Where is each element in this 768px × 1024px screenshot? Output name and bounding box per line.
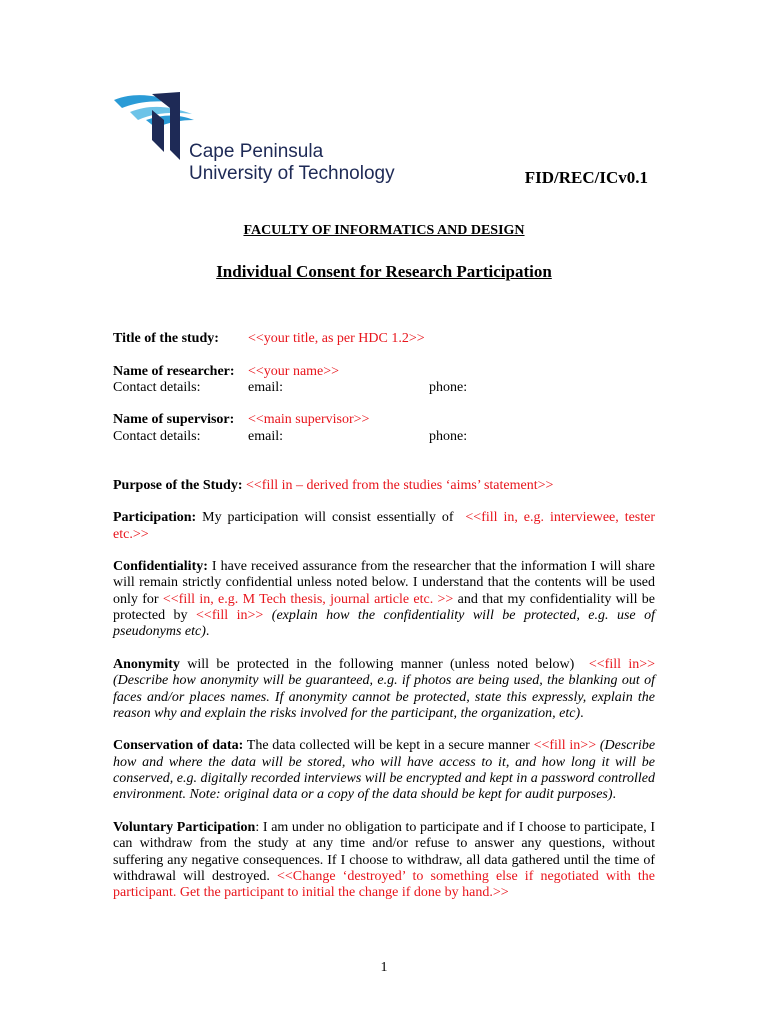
supervisor-contact-row — [113, 429, 655, 445]
researcher-contact-row — [113, 380, 655, 396]
study-title-value: <<your title, as per HDC 1.2>> — [248, 331, 425, 346]
confidentiality-label: Confidentiality: — [113, 559, 208, 575]
participation-label: Participation: — [113, 510, 197, 526]
confidentiality-note: (explain how the confidentiality will be protected, e.g. use of pseudonyms etc) — [113, 608, 656, 640]
logo-text-line2: University of Technology — [189, 163, 395, 184]
anonymity-paragraph: Anonymity will be protected in the following manner (unless noted below) <<fill in>> (Describe how anonymity will be guaranteed, e.g. if photos are being used, the blanking out of faces and/or places names. If anonymity cannot be protected, state this expressly, explain the reason why and explain the risks involved for the participant, the organization, etc). — [113, 656, 655, 721]
confidentiality-text2: and that my confidentiality will be protected by — [113, 591, 656, 624]
anonymity-label: Anonymity — [113, 656, 180, 672]
conservation-text: The data collected will be kept in a secure manner — [246, 738, 530, 754]
conservation-paragraph: Conservation of data: The data collected will be kept in a secure manner <<fill in>> (Describe how and where the data will be stored, who will have access to it, and how long it will be conserved, e.g. digitally recorded interviews will be encrypted and kept in a password controlled environment. Note: original data or a copy of the data should be kept for audit purposes). — [113, 738, 656, 803]
contact-label: Contact details: — [113, 379, 201, 395]
study-title-row — [113, 331, 655, 347]
logo-text-line1: Cape Peninsula — [189, 141, 324, 162]
anonymity-note: (Describe how anonymity will be guaranteed, e.g. if photos are being used, the blanking out of faces and/or places names. If anonymity cannot be protected, state this expressly, explain the reason why and explain the risks involved for the participant, the organization, etc) — [113, 673, 655, 721]
participation-text: My participation will consist essentially of — [202, 510, 454, 526]
consent-body — [113, 331, 655, 918]
faculty-heading: FACULTY OF INFORMATICS AND DESIGN — [243, 223, 525, 238]
supervisor-label: Name of supervisor: — [113, 412, 235, 428]
researcher-row — [113, 364, 655, 380]
page-title: Individual Consent for Research Participation — [216, 262, 552, 281]
voluntary-fill: <<Change ‘destroyed’ to something else if negotiated with the participant. Get the participant to initial the change if done by hand.>> — [113, 868, 655, 901]
contact-label: Contact details: — [113, 428, 201, 444]
purpose-paragraph — [113, 478, 655, 494]
conservation-fill: <<fill in>> — [533, 738, 597, 754]
confidentiality-text1: I have received assurance from the researcher that the information I will share will remain strictly confidential unless noted below. I understand that the contents will be used only for — [113, 559, 655, 607]
confidentiality-paragraph: Confidentiality: I have received assurance from the researcher that the information I will share will remain strictly confidential unless noted below. I understand that the contents will be used only for <<fill in, e.g. M Tech thesis, journal article etc. >> and that my confidentiality will be protected by <<fill in>> (explain how the confidentiality will be protected, e.g. use of pseudonyms etc). — [113, 559, 656, 640]
page-number: 1 — [380, 960, 388, 975]
anonymity-fill: <<fill in>> — [588, 656, 655, 672]
email-label: email: — [248, 428, 283, 444]
study-title-label: Title of the study: — [113, 331, 219, 346]
email-label: email: — [248, 379, 283, 395]
researcher-label: Name of researcher: — [113, 363, 235, 379]
purpose-label: Purpose of the Study: — [113, 477, 243, 493]
conservation-note: (Describe how and where the data will be stored, who will have access to it, and how long it will be conserved, e.g. digitally recorded interviews will be encrypted and kept in a password controlled environment. Note: original data or a copy of the data should be kept for audit purposes) — [113, 738, 656, 803]
researcher-value: <<your name>> — [248, 363, 340, 379]
participation-fill: <<fill in, e.g. interviewee, tester etc.>> — [113, 510, 656, 542]
voluntary-paragraph — [113, 820, 655, 901]
document-code: FID/REC/ICv0.1 — [524, 168, 648, 187]
supervisor-value: <<main supervisor>> — [248, 412, 370, 428]
voluntary-text: : I am under no obligation to participate and if I choose to participate, I can withdraw from the study at any time and/or refuse to answer any questions, without suffering any negative consequences. If I choose to withdraw, all data gathered until the time of withdrawal will destroyed. — [113, 819, 656, 884]
voluntary-label: Voluntary Participation — [113, 819, 256, 835]
confidentiality-fill1: <<fill in, e.g. M Tech thesis, journal article etc. >> — [162, 591, 454, 607]
participation-paragraph — [113, 510, 655, 543]
phone-label: phone: — [429, 379, 468, 395]
confidentiality-fill2: <<fill in>> — [196, 608, 264, 624]
phone-label: phone: — [429, 428, 468, 444]
anonymity-text: will be protected in the following manner (unless noted below) — [187, 656, 575, 672]
conservation-label: Conservation of data: — [113, 738, 244, 754]
purpose-fill: <<fill in – derived from the studies ‘aims’ statement>> — [246, 477, 554, 493]
supervisor-row — [113, 412, 655, 428]
